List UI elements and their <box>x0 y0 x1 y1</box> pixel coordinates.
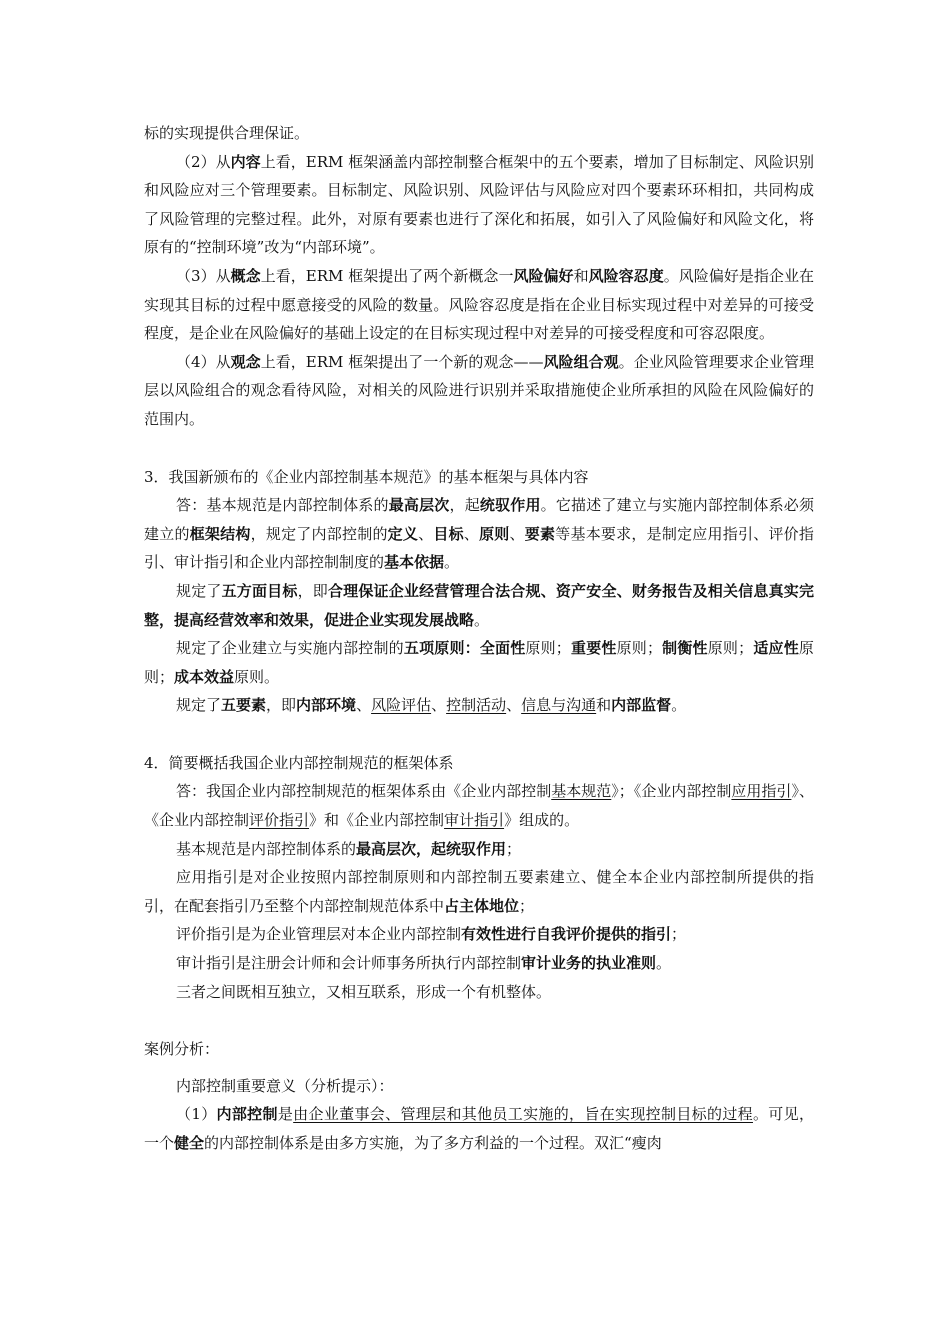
question-4-heading: 4．简要概括我国企业内部控制规范的框架体系 <box>144 753 454 772</box>
q4-evaluation-guide: 评价指引是为企业管理层对本企业内部控制有效性进行自我评价提供的指引； <box>176 925 687 944</box>
q4-answer: 答：我国企业内部控制规范的框架体系由《企业内部控制基本规范》；《企业内部控制应用指引》、《企业内部控制评价指引》和《企业内部控制审计指引》组成的。 <box>144 782 814 830</box>
paragraph-idea-view: （4）从观念上看，ERM 框架提出了一个新的观念——风险组合观。企业风险管理要求企业管理层以风险组合的观念看待风险，对相关的风险进行识别并采取措施使企业所承担的风险在风险偏好的范围内。 <box>144 352 814 428</box>
case-subheading: 内部控制重要意义（分析提示）： <box>176 1076 394 1095</box>
case-heading: 案例分析： <box>144 1040 220 1059</box>
spacer <box>144 434 814 463</box>
case-paragraph-1: （1）内部控制是由企业董事会、管理层和其他员工实施的，旨在实现控制目标的过程。可见，一个健全的内部控制体系是由多方实施，为了多方利益的一个过程。双汇“瘦肉 <box>144 1105 814 1152</box>
question-3-heading: 3．我国新颁布的《企业内部控制基本规范》的基本框架与具体内容 <box>144 467 589 486</box>
document-page <box>144 119 814 1158</box>
q3-five-elements: 规定了五要素，即内部环境、风险评估、控制活动、信息与沟通和内部监督。 <box>176 696 687 715</box>
q4-summary: 三者之间既相互独立，又相互联系，形成一个有机整体。 <box>176 982 552 1001</box>
q4-audit-guide: 审计指引是注册会计师和会计师事务所执行内部控制审计业务的执业准则。 <box>176 954 672 973</box>
q4-application-guide: 应用指引是对企业按照内部控制原则和内部控制五要素建立、健全本企业内部控制所提供的指引，在配套指引乃至整个内部控制规范体系中占主体地位； <box>144 868 814 915</box>
paragraph-concept-view: （3）从概念上看，ERM 框架提出了两个新概念一风险偏好和风险容忍度。风险偏好是指企业在实现其目标的过程中愿意接受的风险的数量。风险容忍度是指在企业目标实现过程中对差异的可接受程度，是企业在风险偏好的基础上设定的在目标实现过程中对差异的可接受程度和可容忍限度。 <box>144 266 814 343</box>
spacer <box>144 1006 814 1035</box>
paragraph-content-view: （2）从内容上看，ERM 框架涵盖内部控制整合框架中的五个要素，增加了目标制定、风险识别和风险应对三个管理要素。目标制定、风险识别、风险评估与风险应对四个要素环环相扣，共同构成了风险管理的完整过程。此外，对原有要素也进行了深化和拓展，如引入了风险偏好和风险文化，将原有的“控制环境”改为“内部环境”。 <box>144 152 814 257</box>
paragraph-continuation: 标的实现提供合理保证。 <box>144 124 310 142</box>
q3-five-goals: 规定了五方面目标，即合理保证企业经营管理合法合规、资产安全、财务报告及相关信息真实完整，提高经营效率和效果，促进企业实现发展战略。 <box>144 581 814 629</box>
q3-answer: 答：基本规范是内部控制体系的最高层次，起统驭作用。它描述了建立与实施内部控制体系必须建立的框架结构，规定了内部控制的定义、目标、原则、要素等基本要求，是制定应用指引、评价指引、审计指引和企业内部控制制度的基本依据。 <box>144 496 814 572</box>
q4-basic-norm: 基本规范是内部控制体系的最高层次，起统驭作用； <box>176 839 522 858</box>
spacer <box>144 720 814 749</box>
q3-five-principles: 规定了企业建立与实施内部控制的五项原则：全面性原则；重要性原则；制衡性原则；适应性原则；成本效益原则。 <box>144 639 814 686</box>
spacer <box>144 1064 814 1072</box>
